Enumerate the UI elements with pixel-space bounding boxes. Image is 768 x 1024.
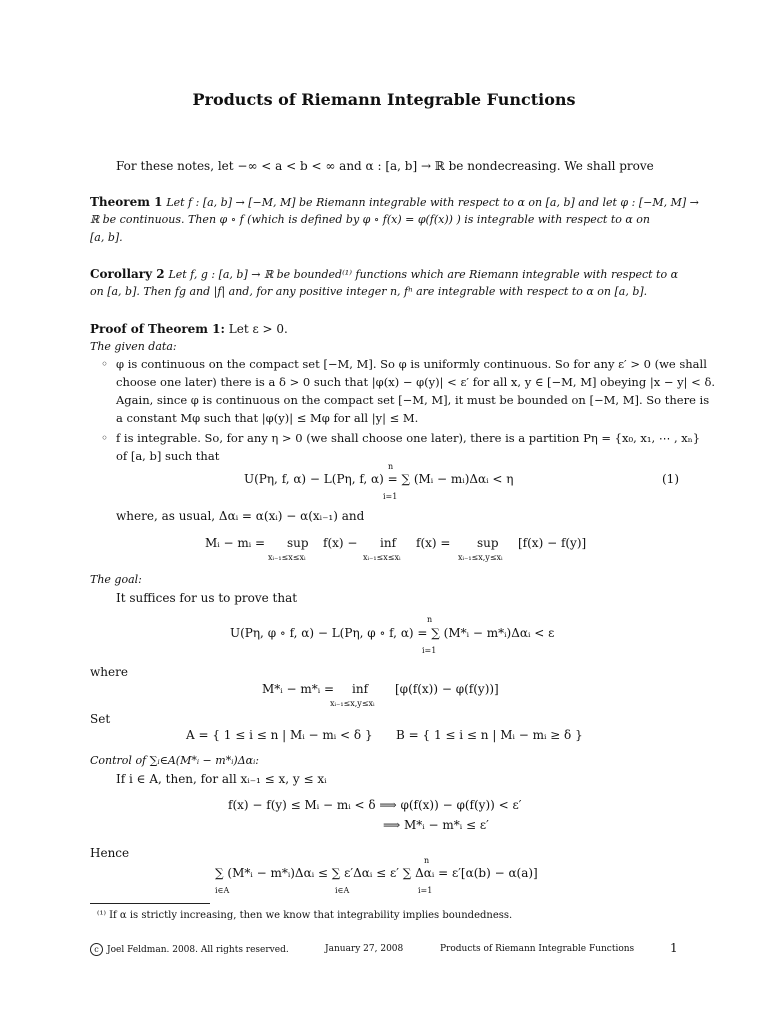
set-A: A = { 1 ≤ i ≤ n | Mᵢ − mᵢ < δ }: [186, 728, 373, 742]
where-usual: where, as usual, Δαᵢ = α(xᵢ) − α(xᵢ₋₁) and: [116, 509, 365, 523]
footnote-rule: [90, 903, 210, 904]
bullet1-line4: a constant Mφ such that |φ(y)| ≤ Mφ for all |y| ≤ M.: [116, 411, 419, 425]
proof-label: Proof of Theorem 1:: [90, 322, 225, 336]
corollary2-label: Corollary 2: [90, 267, 165, 281]
eq6-sub3: i=1: [418, 886, 433, 895]
equation-3: U(Pη, φ ∘ f, α) − L(Pη, φ ∘ f, α) = ∑ (M*ᵢ − m*ᵢ)Δαᵢ < ε: [230, 626, 555, 640]
eq2-left: Mᵢ − mᵢ =: [205, 536, 266, 550]
eq2-inf: inf: [380, 536, 397, 550]
eq4-inf: inf: [352, 682, 369, 696]
eq6-sub2: i∈A: [335, 886, 350, 895]
corollary2-line1: [90, 265, 678, 284]
theorem1-line1: [90, 193, 699, 212]
eq1-top: n: [388, 462, 394, 471]
eq4-sub: xᵢ₋₁≤x,y≤xᵢ: [330, 699, 375, 708]
given-heading: The given data:: [90, 340, 177, 353]
proof-start: Let ε > 0.: [228, 322, 288, 336]
footer-doc-title: Products of Riemann Integrable Functions: [440, 944, 635, 954]
control-heading: Control of ∑ᵢ∈A(M*ᵢ − m*ᵢ)Δαᵢ:: [90, 754, 259, 767]
where-text: where: [90, 665, 128, 679]
eq2-sub1: xᵢ₋₁≤x≤xᵢ: [268, 553, 306, 562]
equation-6: ∑ (M*ᵢ − m*ᵢ)Δαᵢ ≤ ∑ ε′Δαᵢ ≤ ε′ ∑ Δαᵢ = ε′[α(b) − α(a)]: [215, 866, 538, 880]
eq2-f2: f(x) =: [416, 536, 451, 550]
eq2-f1: f(x) −: [323, 536, 358, 550]
equation-1: U(Pη, f, α) − L(Pη, f, α) = ∑ (Mᵢ − mᵢ)Δαᵢ < η: [244, 472, 514, 486]
eq2-sup2: sup: [477, 536, 499, 550]
eq5-line2: ⟹ M*ᵢ − m*ᵢ ≤ ε′: [383, 818, 489, 832]
eq3-top: n: [427, 615, 433, 624]
proof-heading: [90, 320, 288, 338]
goal-heading: The goal:: [90, 573, 142, 586]
bullet2-line2: of [a, b] such that: [116, 449, 220, 463]
eq5-line1: f(x) − f(y) ≤ Mᵢ − mᵢ < δ ⟹ φ(f(x)) − φ(f(y)) < ε′: [228, 798, 522, 812]
corollary2-text1: Let f, g : [a, b] → ℝ be bounded⁽¹⁾ functions which are Riemann integrable with respect to α: [168, 268, 679, 281]
footer-copyright-text: Joel Feldman. 2008. All rights reserved.: [107, 945, 289, 955]
footer-copyright: [90, 943, 289, 956]
copyright-icon: c: [90, 943, 103, 956]
eq1-bottom: i=1: [383, 492, 398, 501]
bullet1-line3: Again, since φ is continuous on the compact set [−M, M], it must be bounded on [−M, M]. So there is: [116, 393, 710, 407]
eq4-right: [φ(f(x)) − φ(f(y))]: [395, 682, 499, 696]
bullet1-line1: φ is continuous on the compact set [−M, M]. So φ is uniformly continuous. So for any ε′ > 0 (we shall: [116, 357, 707, 371]
intro-text: For these notes, let −∞ < a < b < ∞ and α : [a, b] → ℝ be nondecreasing. We shall prove: [116, 159, 654, 173]
eq2-sub2: xᵢ₋₁≤x≤xᵢ: [363, 553, 401, 562]
equation-number: (1): [662, 472, 679, 486]
set-B: B = { 1 ≤ i ≤ n | Mᵢ − mᵢ ≥ δ }: [396, 728, 583, 742]
set-text: Set: [90, 712, 111, 726]
footnote: ⁽¹⁾ If α is strictly increasing, then we know that integrability implies boundedness.: [97, 910, 513, 921]
eq6-top3: n: [424, 856, 430, 865]
theorem1-text1: Let f : [a, b] → [−M, M] be Riemann integrable with respect to α on [a, b] and let φ : [−M, M] →: [166, 196, 699, 209]
theorem1-line2: ℝ be continuous. Then φ ∘ f (which is defined by φ ∘ f(x) = φ(f(x)) ) is integrable with respect to α on: [90, 213, 651, 226]
eq2-f3: [f(x) − f(y)]: [518, 536, 587, 550]
hence-text: Hence: [90, 846, 130, 860]
eq6-sub1: i∈A: [215, 886, 230, 895]
page-number: 1: [670, 941, 678, 955]
eq4-left: M*ᵢ − m*ᵢ =: [262, 682, 335, 696]
eq2-sub3: xᵢ₋₁≤x,y≤xᵢ: [458, 553, 503, 562]
theorem1-line3: [a, b].: [90, 231, 123, 244]
footer-date: January 27, 2008: [325, 944, 404, 954]
bullet2-line1: f is integrable. So, for any η > 0 (we shall choose one later), there is a partition Pη = {x₀, x₁, ⋯ , xₙ}: [116, 431, 701, 445]
eq3-bottom: i=1: [422, 646, 437, 655]
page-title: Products of Riemann Integrable Functions: [192, 90, 576, 109]
bullet2-marker: ◦: [101, 431, 109, 445]
theorem1-label: Theorem 1: [90, 195, 163, 209]
bullet1-marker: ◦: [101, 357, 109, 371]
corollary2-line2: on [a, b]. Then fg and |f| and, for any positive integer n, fⁿ are integrable with respect to α on [a, b].: [90, 285, 648, 298]
if-i-text: If i ∈ A, then, for all xᵢ₋₁ ≤ x, y ≤ xᵢ: [116, 772, 327, 786]
eq2-sup: sup: [287, 536, 309, 550]
suffices-text: It suffices for us to prove that: [116, 591, 298, 605]
bullet1-line2: choose one later) there is a δ > 0 such that |φ(x) − φ(y)| < ε′ for all x, y ∈ [−M, M] obeying |x − y| < δ.: [116, 375, 716, 389]
